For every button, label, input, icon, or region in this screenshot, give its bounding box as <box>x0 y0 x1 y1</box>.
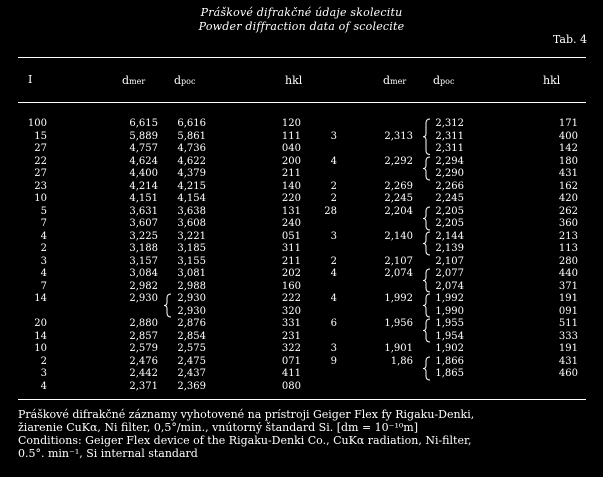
d-calculated-cell: 2,876 <box>177 318 206 329</box>
d-measured-cell-2: 2,269 <box>384 180 413 192</box>
hkl-cell-2: 113 <box>558 243 578 254</box>
d-calculated-cell-2: 1,955 <box>435 318 464 329</box>
note-english-line1: Conditions: Geiger Flex device of the Rigaku-Denki Co., CuKα radiation, Ni-filter, <box>18 434 472 447</box>
d-measured-cell: 3,084 <box>129 268 158 279</box>
d-calculated-cell-2: 1,990 <box>435 305 464 317</box>
d-calculated-cell: 2,854 <box>177 330 206 342</box>
note-english-line2: 0.5°. min⁻¹, Si internal standard <box>18 447 198 460</box>
d-calculated-cell: 3,638 <box>177 205 206 217</box>
d-calculated-cell-2: 2,311 <box>435 130 464 142</box>
d-measured-cell: 4,400 <box>129 168 158 179</box>
header-d-measured: dmer <box>122 74 146 87</box>
hkl-cell: 322 <box>281 343 301 354</box>
d-calculated-cell-2: 2,266 <box>435 180 464 192</box>
intensity-cell: 4 <box>40 380 47 392</box>
d-calculated-cell-2: 2,311 <box>435 143 464 154</box>
intensity-cell: 14 <box>34 330 47 342</box>
d-calculated-cell-2: 2,245 <box>435 193 464 204</box>
bottom-rule <box>18 399 586 400</box>
d-calculated-cell: 6,616 <box>177 118 206 129</box>
header-hkl-2: hkl <box>543 74 561 87</box>
title-slovak: Práškové difrakčné údaje skolecitu <box>200 6 403 19</box>
hkl-cell-2: 171 <box>558 118 578 129</box>
hkl-cell: 220 <box>281 193 301 204</box>
d-measured-cell: 3,225 <box>129 230 158 242</box>
hkl-cell: 311 <box>281 243 301 254</box>
d-measured-cell: 2,442 <box>129 368 158 379</box>
d-measured-cell-2: 2,140 <box>384 230 413 242</box>
d-calculated-cell-2: 1,865 <box>435 368 464 379</box>
d-calculated-cell: 4,622 <box>177 155 206 167</box>
intensity-cell: 27 <box>34 168 47 179</box>
group-brace-2 <box>423 269 431 292</box>
hkl-cell-2: 360 <box>558 218 578 229</box>
hkl-cell-2: 280 <box>558 255 578 267</box>
hkl-cell: 240 <box>281 218 301 229</box>
hkl-cell: 200 <box>281 155 301 167</box>
hkl-cell: 040 <box>281 143 301 154</box>
d-measured-cell: 2,857 <box>129 330 158 342</box>
header-intensity: I <box>28 73 33 86</box>
d-calculated-cell: 4,379 <box>177 168 206 179</box>
d-calculated-cell: 2,930 <box>177 293 206 304</box>
header-d-calculated: dpoc <box>174 74 196 87</box>
d-calculated-cell: 3,081 <box>177 268 206 279</box>
intensity-cell: 10 <box>34 193 47 204</box>
d-calculated-cell: 5,861 <box>177 130 206 142</box>
d-measured-cell-2: 1,956 <box>384 318 413 329</box>
hkl-cell-2: 431 <box>558 355 578 367</box>
hkl-cell-2: 333 <box>558 330 578 342</box>
d-measured-cell-2: 2,204 <box>384 205 413 217</box>
d-measured-cell-2: 1,86 <box>390 355 413 367</box>
intensity-cell: 27 <box>34 143 47 154</box>
top-rule <box>18 57 586 58</box>
d-calculated-cell: 4,215 <box>177 180 206 192</box>
d-calculated-cell-2: 2,205 <box>435 218 464 229</box>
hkl-cell-2: 162 <box>558 180 578 192</box>
group-brace-2 <box>423 119 431 155</box>
d-measured-cell-2: 2,313 <box>384 130 413 142</box>
hkl-cell: 111 <box>281 130 301 142</box>
note-slovak-line1: Práškové difrakčné záznamy vyhotovené na prístroji Geiger Flex fy Rigaku-Denki, <box>18 408 475 421</box>
d-calculated-cell-2: 2,139 <box>435 243 464 254</box>
d-calculated-cell: 2,369 <box>177 380 206 392</box>
group-brace-2 <box>423 207 431 230</box>
intensity-cell-2: 9 <box>330 355 337 367</box>
intensity-cell: 100 <box>27 118 47 129</box>
d-measured-cell: 3,631 <box>129 205 158 217</box>
d-measured-cell-2: 2,107 <box>384 255 413 267</box>
d-calculated-cell: 2,437 <box>177 368 206 379</box>
hkl-cell-2: 371 <box>558 280 578 292</box>
intensity-cell-2: 4 <box>330 155 337 167</box>
intensity-cell-2: 3 <box>330 130 337 142</box>
d-calculated-cell-2: 2,294 <box>435 155 464 167</box>
hkl-cell-2: 191 <box>558 343 578 354</box>
intensity-cell: 4 <box>40 268 47 279</box>
d-calculated-cell-2: 1,992 <box>435 293 464 304</box>
hkl-cell: 331 <box>281 318 301 329</box>
hkl-cell: 160 <box>281 280 301 292</box>
hkl-cell: 051 <box>281 230 301 242</box>
intensity-cell-2: 4 <box>330 268 337 279</box>
intensity-cell: 3 <box>40 255 47 267</box>
d-measured-cell: 3,157 <box>129 255 158 267</box>
hkl-cell-2: 191 <box>558 293 578 304</box>
intensity-cell-2: 2 <box>330 255 337 267</box>
hkl-cell: 071 <box>281 355 301 367</box>
intensity-cell-2: 28 <box>324 205 337 217</box>
hkl-cell: 131 <box>281 205 301 217</box>
d-measured-cell-2: 2,074 <box>384 268 413 279</box>
intensity-cell: 20 <box>34 318 47 329</box>
d-calculated-cell-2: 2,144 <box>435 230 464 242</box>
d-measured-cell-2: 2,292 <box>384 155 413 167</box>
intensity-cell-2: 6 <box>330 318 337 329</box>
d-calculated-cell: 3,185 <box>177 243 206 254</box>
hkl-cell-2: 262 <box>558 205 578 217</box>
header-hkl: hkl <box>285 74 303 87</box>
hkl-cell-2: 142 <box>558 143 578 154</box>
d-calculated-cell-2: 1,866 <box>435 355 464 367</box>
hkl-cell-2: 420 <box>558 193 578 204</box>
d-measured-cell: 5,889 <box>129 130 158 142</box>
intensity-cell: 15 <box>34 130 47 142</box>
d-calculated-cell: 2,475 <box>177 355 206 367</box>
hkl-cell-2: 431 <box>558 168 578 179</box>
d-calculated-cell: 2,575 <box>177 343 206 354</box>
d-calculated-cell: 3,155 <box>177 255 206 267</box>
group-brace-2 <box>423 357 431 380</box>
hkl-cell: 211 <box>281 168 301 179</box>
hkl-cell: 411 <box>281 368 301 379</box>
intensity-cell: 7 <box>40 280 47 292</box>
d-measured-cell: 2,930 <box>129 293 158 304</box>
d-calculated-cell-2: 2,074 <box>435 280 464 292</box>
note-slovak-line2: žiarenie CuKα, Ni filter, 0,5°/min., vnútorný štandard Si. [dm = 10⁻¹⁰m] <box>18 421 419 434</box>
d-calculated-cell: 4,154 <box>177 193 206 204</box>
d-calculated-cell: 3,608 <box>177 218 206 229</box>
group-brace-2 <box>423 157 431 180</box>
hkl-cell: 231 <box>281 330 301 342</box>
table-number: Tab. 4 <box>552 33 587 46</box>
group-brace-2 <box>423 232 431 255</box>
d-measured-cell: 4,757 <box>129 143 158 154</box>
d-calculated-cell-2: 2,312 <box>435 118 464 129</box>
header-d-measured-2: dmer <box>383 74 407 87</box>
d-calculated-cell-2: 2,077 <box>435 268 464 279</box>
hkl-cell-2: 440 <box>558 268 578 279</box>
hkl-cell: 320 <box>281 305 301 317</box>
d-measured-cell: 2,579 <box>129 343 158 354</box>
d-measured-cell: 2,880 <box>129 318 158 329</box>
title-english: Powder diffraction data of scolecite <box>198 20 405 33</box>
d-measured-cell: 4,151 <box>129 193 158 204</box>
d-calculated-cell-2: 2,107 <box>435 255 464 267</box>
d-calculated-cell: 3,221 <box>177 230 206 242</box>
hkl-cell-2: 400 <box>558 130 578 142</box>
hkl-cell: 080 <box>281 380 301 392</box>
d-measured-cell: 4,624 <box>129 155 158 167</box>
d-calculated-cell-2: 1,954 <box>435 330 464 342</box>
d-calculated-cell-2: 2,290 <box>435 168 464 179</box>
header-d-calculated-2: dpoc <box>433 74 455 87</box>
d-calculated-cell: 4,736 <box>177 143 206 154</box>
hkl-cell: 202 <box>281 268 301 279</box>
d-measured-cell: 2,982 <box>129 280 158 292</box>
intensity-cell-2: 3 <box>330 343 337 354</box>
intensity-cell: 3 <box>40 368 47 379</box>
intensity-cell: 7 <box>40 218 47 229</box>
d-measured-cell-2: 1,901 <box>384 343 413 354</box>
intensity-cell: 4 <box>40 230 47 242</box>
d-calculated-cell-2: 2,205 <box>435 205 464 217</box>
d-measured-cell: 2,476 <box>129 355 158 367</box>
d-measured-cell: 6,615 <box>129 118 158 129</box>
hkl-cell: 120 <box>281 118 301 129</box>
d-calculated-cell-2: 1,902 <box>435 343 464 354</box>
hkl-cell-2: 511 <box>558 318 578 329</box>
intensity-cell-2: 2 <box>330 180 337 192</box>
intensity-cell: 14 <box>34 293 47 304</box>
group-brace-2 <box>423 319 431 342</box>
intensity-cell-2: 3 <box>330 230 337 242</box>
intensity-cell: 10 <box>34 343 47 354</box>
hkl-cell: 140 <box>281 180 301 192</box>
intensity-cell: 5 <box>40 205 47 217</box>
intensity-cell: 22 <box>34 155 47 167</box>
d-calculated-cell: 2,930 <box>177 305 206 317</box>
group-brace-2 <box>423 294 431 317</box>
d-measured-cell: 4,214 <box>129 180 158 192</box>
hkl-cell-2: 460 <box>558 368 578 379</box>
hkl-cell: 211 <box>281 255 301 267</box>
hkl-cell-2: 091 <box>558 305 578 317</box>
d-measured-cell: 2,371 <box>129 380 158 392</box>
header-rule <box>18 102 586 103</box>
d-measured-cell: 3,607 <box>129 218 158 229</box>
hkl-cell-2: 213 <box>558 230 578 242</box>
intensity-cell: 23 <box>34 180 47 192</box>
intensity-cell-2: 2 <box>330 193 337 204</box>
hkl-cell: 222 <box>281 293 301 304</box>
d-calculated-cell: 2,988 <box>177 280 206 292</box>
d-measured-cell-2: 1,992 <box>384 293 413 304</box>
intensity-cell: 2 <box>40 355 47 367</box>
d-measured-cell: 3,188 <box>129 243 158 254</box>
intensity-cell-2: 4 <box>330 293 337 304</box>
hkl-cell-2: 180 <box>558 155 578 167</box>
intensity-cell: 2 <box>40 243 47 254</box>
group-brace <box>164 294 172 317</box>
d-measured-cell-2: 2,245 <box>384 193 413 204</box>
